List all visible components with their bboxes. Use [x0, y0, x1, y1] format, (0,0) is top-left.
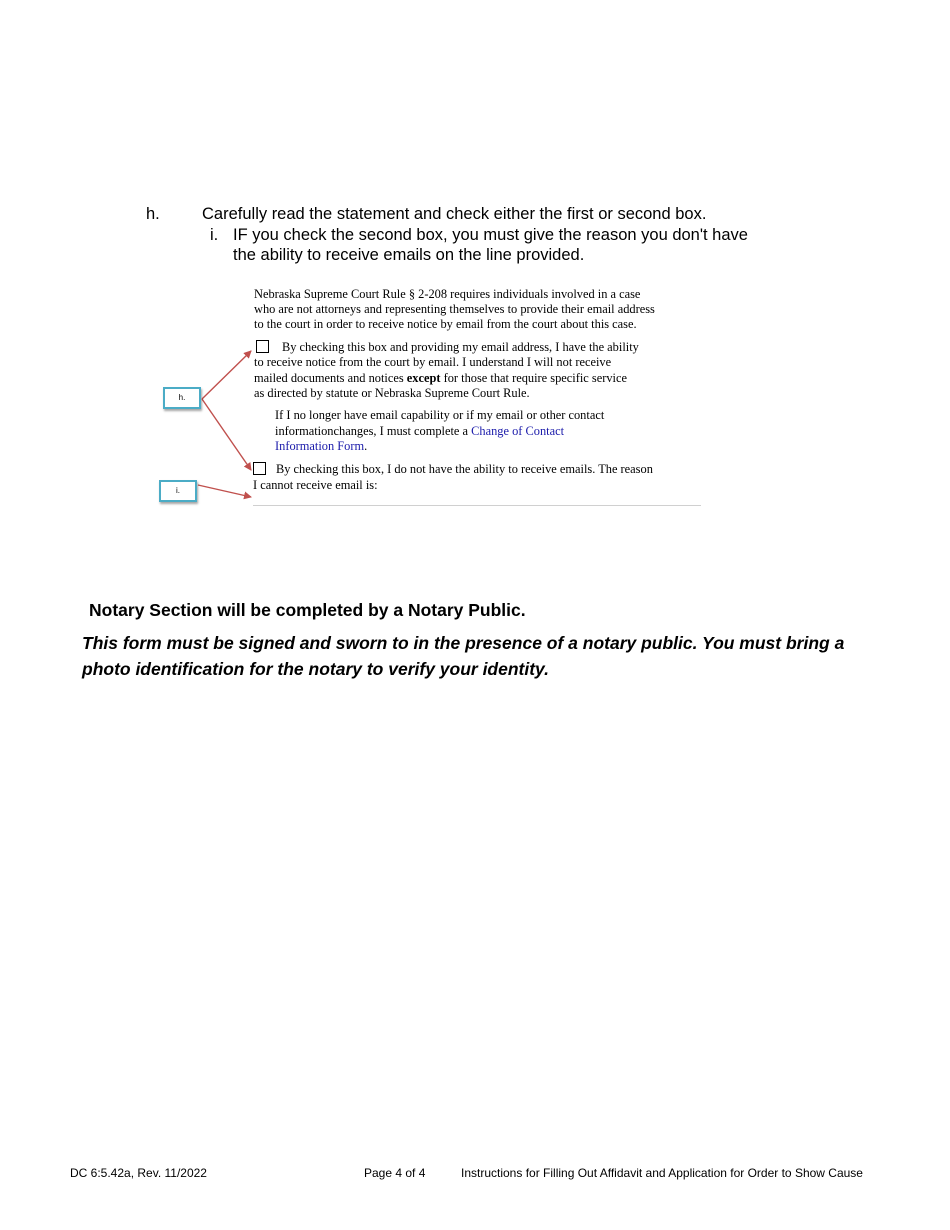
instruction-h-marker: h. — [146, 205, 160, 223]
contact-note-line-1: If I no longer have email capability or if my email or other contact — [275, 408, 605, 422]
arrow-i-to-reason-line — [198, 485, 251, 497]
footer-document-title: Instructions for Filling Out Affidavit and Application for Order to Show Cause — [461, 1166, 863, 1180]
arrow-h-to-first-box — [202, 351, 251, 399]
option1-line-4: as directed by statute or Nebraska Supreme Court Rule. — [254, 386, 530, 400]
footer-page-number: Page 4 of 4 — [364, 1166, 426, 1180]
footer-form-id: DC 6:5.42a, Rev. 11/2022 — [70, 1166, 207, 1180]
callout-arrows — [150, 282, 710, 514]
rule-line-3: to the court in order to receive notice by email from the court about this case. — [254, 317, 637, 331]
option2-line-1: By checking this box, I do not have the ability to receive emails. The reason — [276, 462, 653, 476]
option1-line-1: By checking this box and providing my email address, I have the ability — [282, 340, 639, 354]
email-statement-figure — [150, 282, 710, 514]
option1-line-3-pre: mailed documents and notices — [254, 371, 407, 385]
contact-note-line-2-pre: informationchanges, I must complete a — [275, 424, 472, 438]
option2-line-2: I cannot receive email is: — [253, 478, 378, 492]
notary-section-heading: Notary Section will be completed by a Notary Public. — [89, 600, 526, 620]
instruction-i-line2: the ability to receive emails on the line provided. — [233, 246, 585, 264]
instruction-h-text: Carefully read the statement and check either the first or second box. — [202, 205, 707, 223]
rule-line-1: Nebraska Supreme Court Rule § 2-208 requires individuals involved in a case — [254, 287, 641, 301]
change-of-contact-link[interactable]: Change of Contact — [471, 424, 565, 438]
notary-instruction: This form must be signed and sworn to in the presence of a notary public. You must bring a photo identification for the notary to verify your identity. — [82, 633, 845, 679]
instruction-i-line1: IF you check the second box, you must give the reason you don't have — [233, 226, 748, 244]
option1-line-2: to receive notice from the court by email. I understand I will not receive — [254, 355, 612, 369]
callout-h: h. — [163, 387, 201, 409]
instruction-i-marker: i. — [210, 226, 219, 244]
callout-i: i. — [159, 480, 197, 502]
contact-note-line-3-post: . — [364, 439, 368, 453]
option1-line-3-post: for those that require specific service — [440, 371, 627, 385]
rule-line-2: who are not attorneys and representing themselves to provide their email address — [254, 302, 655, 316]
information-form-link[interactable]: Information Form — [275, 439, 365, 453]
arrow-h-to-second-box — [202, 399, 251, 470]
option1-except-bold: except — [406, 371, 441, 385]
